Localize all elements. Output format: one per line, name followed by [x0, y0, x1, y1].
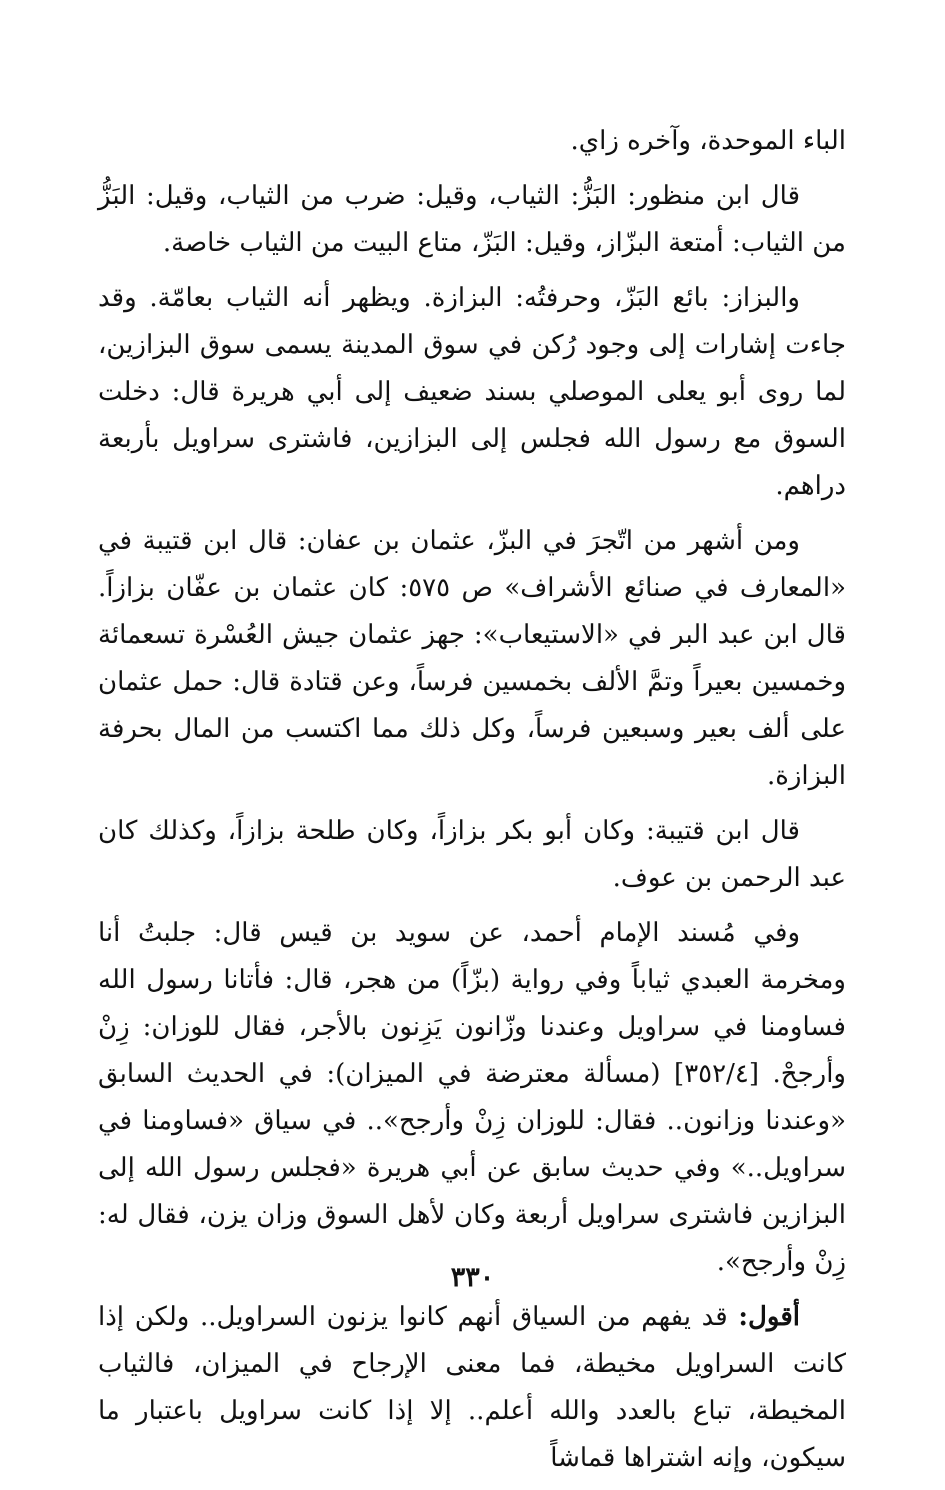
paragraph-uthman: ومن أشهر من اتّجرَ في البزّ، عثمان بن عفان: قال ابن قتيبة في «المعارف في صنائع الأشراف» ص ٥٧٥: كان عثمان بن عفّان بزازاً. قال ابن عبد البر في «الاستيعاب»: جهز عثمان جيش العُسْرة تسعمائة وخمسين بعيراً وتمَّ الألف بخمسين فرساً، وعن قتادة قال: حمل عثمان على ألف بعير وسبعين فرساً، وكل ذلك مما اكتسب من المال بحرفة البزازة. — [98, 526, 846, 791]
page-number: ٣٣٠ — [450, 1262, 495, 1293]
paragraph-bazzaz: والبزاز: بائع البَزّ، وحرفتُه: البزازة. ويظهر أنه الثياب بعامّة. وقد جاءت إشارات إلى وجود رُكن في سوق المدينة يسمى سوق البزازين، لما روى أبو يعلى الموصلي بسند ضعيف إلى أبي هريرة قال: دخلت السوق مع رسول الله فجلس إلى البزازين، فاشترى سراويل بأربعة دراهم. — [98, 283, 846, 501]
paragraph-aqulu-text: قد يفهم من السياق أنهم كانوا يزنون السراويل.. ولكن إذا كانت السراويل مخيطة، فما معنى الإرجاح في الميزان، فالثياب المخيطة، تباع بالعدد والله أعلم.. إلا إذا كانت سراويل باعتبار ما سيكون، وإنه اشتراها قماشاً — [98, 1302, 846, 1473]
paragraph-lead-word: أقول: — [738, 1302, 800, 1332]
paragraph-ibn-qutayba: قال ابن قتيبة: وكان أبو بكر بزازاً، وكان طلحة بزازاً، وكذلك كان عبد الرحمن بن عوف. — [98, 816, 846, 893]
paragraph-musnad-ahmad: وفي مُسند الإمام أحمد، عن سويد بن قيس قال: جلبتُ أنا ومخرمة العبدي ثياباً وفي رواية (بزّاً) من هجر، قال: فأتانا رسول الله فساومنا في سراويل وعندنا وزّانون يَزِنون بالأجر، فقال للوزان: زِنْ وأرجحْ. [٣٥٢/٤] (مسألة معترضة في الميزان): في الحديث السابق «وعندنا وزانون.. فقال: للوزان زِنْ وأرجح».. في سياق «فساومنا في سراويل..» وفي حديث سابق عن أبي هريرة «فجلس رسول الله إلى البزازين فاشترى سراويل أربعة وكان لأهل السوق وزان يزن، فقال له: زِنْ وأرجح». — [98, 918, 846, 1277]
paragraph-continuation: الباء الموحدة، وآخره زاي. — [570, 126, 846, 156]
paragraph-ibn-manzur: قال ابن منظور: البَزُّ: الثياب، وقيل: ضرب من الثياب، وقيل: البَزُّ من الثياب: أمتعة البزّاز، وقيل: البَزّ، متاع البيت من الثياب خاصة. — [98, 181, 846, 258]
paragraph-aqulu — [98, 1294, 846, 1482]
